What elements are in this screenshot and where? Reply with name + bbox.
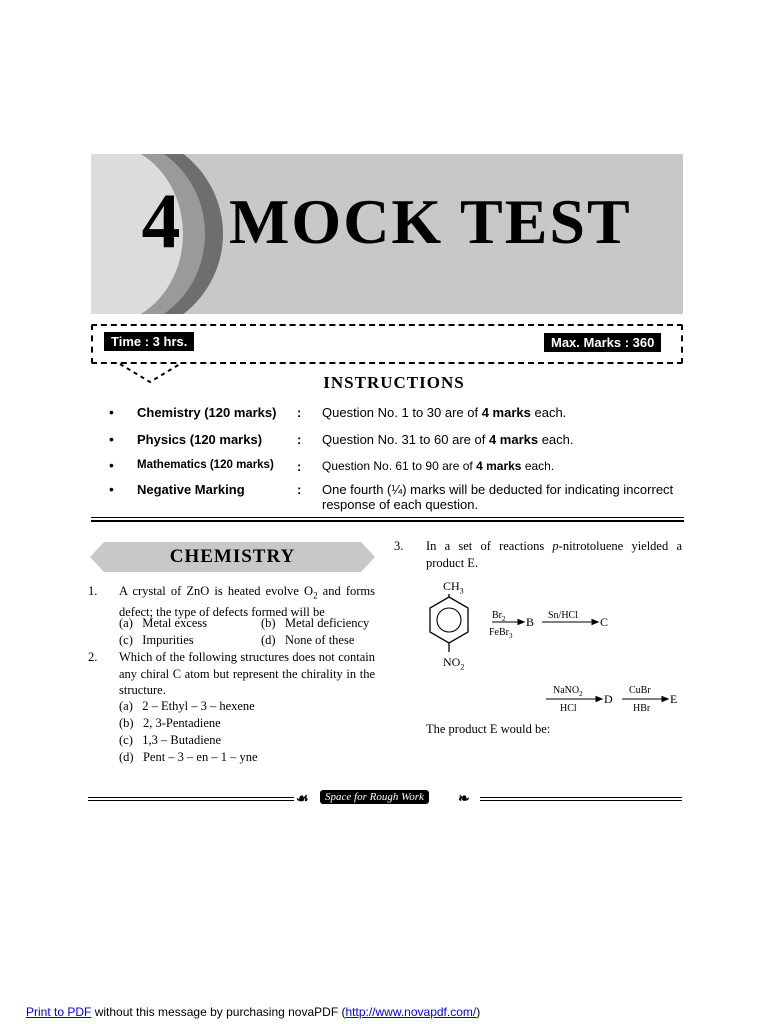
product-label: C <box>600 615 609 629</box>
option: (a) Metal excess <box>119 616 208 630</box>
reagent-label: $Br_2$ <box>492 610 506 623</box>
option: (a) 2 – Ethyl – 3 – hexene <box>119 699 255 713</box>
divider <box>480 797 682 798</box>
question-number: 3. <box>394 539 404 553</box>
reagent-label: HBr <box>633 703 651 714</box>
question-text: Which of the following structures does not contain any chiral C atom but represent the chirality in the structure. <box>119 650 375 697</box>
reagent-label: Sn/HCl <box>548 610 579 621</box>
instructions-heading: INSTRUCTIONS <box>323 373 465 392</box>
bullet-icon: • <box>109 457 114 473</box>
title-banner <box>91 154 683 314</box>
novapdf-link[interactable]: http://www.novapdf.com/ <box>345 1005 477 1019</box>
rough-work-label: Space for Rough Work <box>320 790 429 804</box>
question-number: 1. <box>88 584 98 598</box>
benzene-ring-structure <box>424 594 474 654</box>
reagent-label: HCl <box>560 703 577 714</box>
max-marks-badge: Max. Marks : 360 <box>544 333 661 352</box>
time-badge: Time : 3 hrs. <box>104 332 194 351</box>
option: (b) Metal deficiency <box>261 616 370 630</box>
option: (d) None of these <box>261 633 355 647</box>
instruction-text: One fourth (¼) marks will be deducted for indicating incorrect response of each question. <box>322 482 674 512</box>
section-header <box>90 542 375 572</box>
divider <box>480 800 682 801</box>
option: (c) Impurities <box>119 633 194 647</box>
bullet-icon: • <box>109 404 114 420</box>
scroll-ornament-left-icon: ☙ <box>296 792 309 807</box>
instruction-colon: : <box>297 405 302 420</box>
instruction-colon: : <box>297 482 302 497</box>
question-text: A crystal of ZnO is heated evolve $O_2$ and forms defect; the type of defects formed will be <box>119 584 375 619</box>
instruction-label: Negative Marking <box>137 482 245 497</box>
page-title: MOCK TEST <box>229 186 632 257</box>
question-number: 2. <box>88 650 98 664</box>
option: (d) Pent – 3 – en – 1 – yne <box>119 750 258 764</box>
reaction-arrows <box>484 600 684 710</box>
question-text: The product E would be: <box>426 722 551 736</box>
no2-label: $NO_2$ <box>443 655 465 672</box>
reagent-label: NaNO$_2$ <box>553 685 583 698</box>
bullet-icon: • <box>109 481 114 497</box>
ch3-label: $CH_3$ <box>443 579 464 596</box>
divider <box>91 517 684 518</box>
instruction-label: Mathematics (120 marks) <box>137 459 274 471</box>
divider <box>88 800 294 801</box>
option: (c) 1,3 – Butadiene <box>119 733 222 747</box>
reagent-label: FeBr$_3$ <box>489 627 513 640</box>
instruction-text: Question No. 1 to 30 are of 4 marks each. <box>322 405 567 420</box>
option: (b) 2, 3-Pentadiene <box>119 716 221 730</box>
instruction-colon: : <box>297 432 302 447</box>
product-label: D <box>604 692 613 706</box>
product-label: E <box>670 692 678 706</box>
test-number: 4 <box>141 177 181 264</box>
section-title: CHEMISTRY <box>169 546 296 567</box>
footer-note: Print to PDF without this message by purchasing novaPDF (http://www.novapdf.com/) <box>26 1005 481 1019</box>
divider <box>91 520 684 522</box>
reagent-label: CuBr <box>629 685 651 696</box>
instruction-colon: : <box>297 459 302 474</box>
divider <box>88 797 294 798</box>
print-to-pdf-link[interactable]: Print to PDF <box>26 1005 92 1019</box>
instruction-text: Question No. 31 to 60 are of 4 marks each. <box>322 432 574 447</box>
instruction-text: Question No. 61 to 90 are of 4 marks each. <box>322 459 555 473</box>
product-label: B <box>526 615 535 629</box>
instruction-label: Physics (120 marks) <box>137 432 263 447</box>
question-text: In a set of reactions p-nitrotoluene yielded a product E. <box>426 539 682 570</box>
instruction-label: Chemistry (120 marks) <box>137 405 277 420</box>
scroll-ornament-right-icon: ❧ <box>458 792 470 807</box>
bullet-icon: • <box>109 431 114 447</box>
